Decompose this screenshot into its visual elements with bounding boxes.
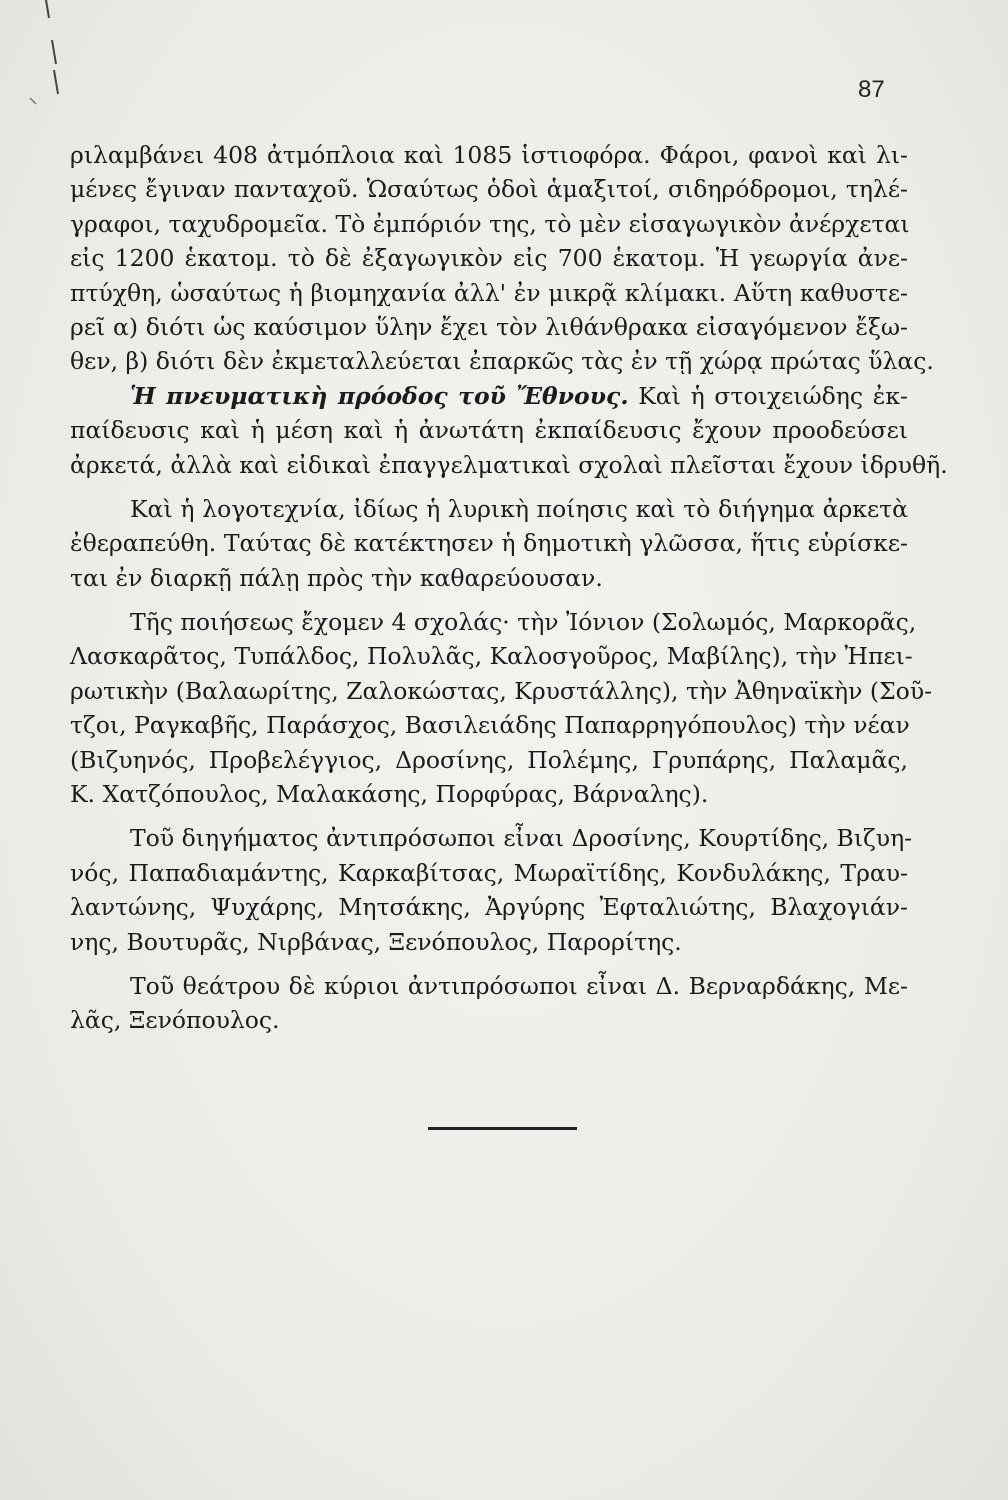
text-line: ριλαμβάνει 408 ἀτμόπλοια καὶ 1085 ἱστιοφόρα. Φάροι, φανοὶ καὶ λι- — [70, 141, 908, 169]
text-line: μένες ἔγιναν πανταχοῦ. Ὡσαύτως ὁδοὶ ἁμαξιτοί, σιδηρόδρομοι, τηλέ- — [70, 175, 908, 204]
text-line: λαντώνης, Ψυχάρης, Μητσάκης, Ἀργύρης Ἐφταλιώτης, Βλαχογιάν- — [70, 893, 908, 922]
text-line: νός, Παπαδιαμάντης, Καρκαβίτσας, Μωραϊτίδης, Κονδυλάκης, Τραυ- — [70, 858, 908, 887]
text-line: Λασκαρᾶτος, Τυπάλδος, Πολυλᾶς, Καλοσγοῦρος, Μαβίλης), τὴν Ἠπει- — [70, 642, 913, 671]
text-line: ται ἐν διαρκῇ πάλῃ πρὸς τὴν καθαρεύουσαν. — [70, 563, 603, 592]
text-line: Καὶ ἡ λογοτεχνία, ἰδίως ἡ λυρικὴ ποίησις καὶ τὸ διήγημα ἀρκετὰ — [130, 494, 908, 523]
text-line: ρεῖ α) διότι ὡς καύσιμον ὕλην ἔχει τὸν λιθάνθρακα εἰσαγόμενον ἔξω- — [70, 312, 908, 341]
text-line: πτύχθη, ὡσαύτως ἡ βιομηχανία ἀλλ' ἐν μικρᾷ κλίμακι. Αὕτη καθυστε- — [70, 278, 908, 307]
page-edge-scan-marks — [0, 0, 60, 120]
end-rule — [428, 1127, 577, 1130]
section-heading: Ἡ πνευματικὴ πρόοδος τοῦ Ἔθνους. — [130, 381, 629, 410]
text-line: γραφοι, ταχυδρομεῖα. Τὸ ἐμπόριόν της, τὸ μὲν εἰσαγωγικὸν ἀνέρχεται — [70, 209, 910, 238]
text-line: ρωτικὴν (Βαλαωρίτης, Ζαλοκώστας, Κρυστάλλης), τὴν Ἀθηναϊκὴν (Σοῦ- — [70, 676, 933, 705]
text-line: ἀρκετά, ἀλλὰ καὶ εἰδικαὶ ἐπαγγελματικαὶ σχολαὶ πλεῖσται ἔχουν ἱδρυθῆ. — [70, 450, 948, 479]
heading-line-rest: Καὶ ἡ στοιχειώδης ἐκ- — [628, 381, 908, 410]
text-line: Τοῦ θεάτρου δὲ κύριοι ἀντιπρόσωποι εἶναι Δ. Βερναρδάκης, Με- — [130, 971, 908, 1000]
text-line: τζοι, Ραγκαβῆς, Παράσχος, Βασιλειάδης Παπαρρηγόπουλος) τὴν νέαν — [70, 711, 910, 740]
section-heading-line — [70, 379, 908, 413]
text-line: Τοῦ διηγήματος ἀντιπρόσωποι εἶναι Δροσίνης, Κουρτίδης, Βιζυη- — [130, 824, 913, 853]
text-line: θεν, β) διότι δὲν ἐκμεταλλεύεται ἐπαρκῶς τὰς ἐν τῇ χώρᾳ πρώτας ὕλας. — [70, 347, 934, 376]
text-line: λᾶς, Ξενόπουλος. — [70, 1006, 280, 1035]
text-line: παίδευσις καὶ ἡ μέση καὶ ἡ ἀνωτάτη ἐκπαίδευσις ἔχουν προοδεύσει — [70, 416, 908, 445]
body-text — [70, 138, 948, 1038]
text-line: ἐθεραπεύθη. Ταύτας δὲ κατέκτησεν ἡ δημοτικὴ γλῶσσα, ἥτις εὑρίσκε- — [70, 529, 908, 558]
page-number: 87 — [858, 76, 885, 103]
text-line: Τῆς ποιήσεως ἔχομεν 4 σχολάς· τὴν Ἰόνιον (Σολωμός, Μαρκορᾶς, — [130, 608, 917, 637]
text-line: (Βιζυηνός, Προβελέγγιος, Δροσίνης, Πολέμης, Γρυπάρης, Παλαμᾶς, — [70, 745, 908, 774]
text-line: εἰς 1200 ἑκατομ. τὸ δὲ ἐξαγωγικὸν εἰς 700 ἑκατομ. Ἡ γεωργία ἀνε- — [70, 244, 908, 273]
text-line: νης, Βουτυρᾶς, Νιρβάνας, Ξενόπουλος, Παρορίτης. — [70, 927, 682, 956]
text-line: Κ. Χατζόπουλος, Μαλακάσης, Πορφύρας, Βάρναλης). — [70, 780, 709, 809]
